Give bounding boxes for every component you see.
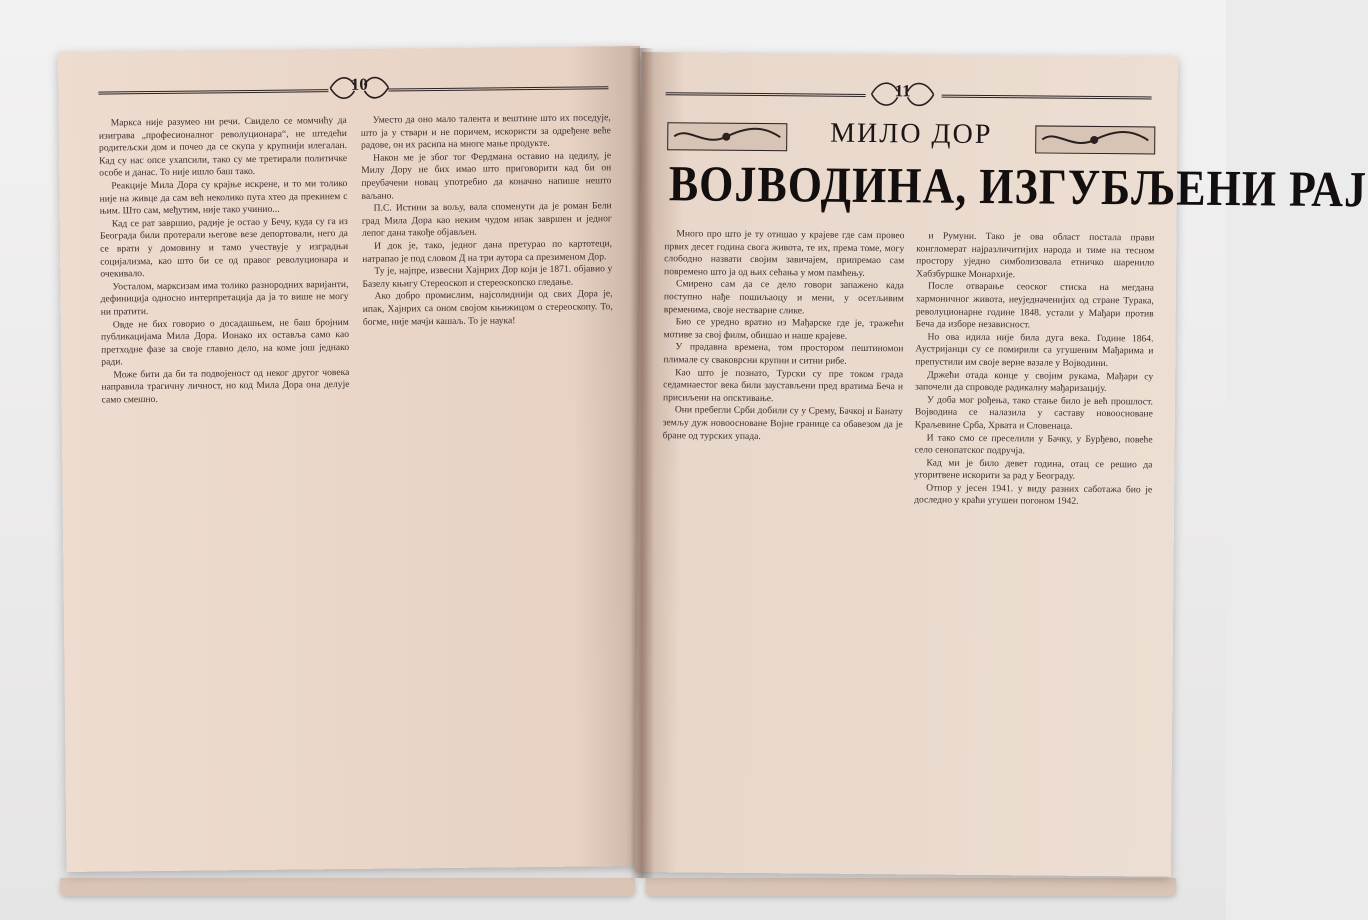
scroll-ornament-icon <box>668 123 786 150</box>
paragraph: Држећи отада конце у својим рукама, Мађари су започели да спроводе радикалну мађаризацију. <box>915 369 1154 395</box>
paragraph: Маркса није разумео ни речи. Свидело се момчићу да изиграва „професионалног револуционара“, не штедећи родитељски дом и почео да се скупа у крупнији илегалан. Кад су нас опсе ухапсили, тако су ме третирали политичке особе и данас. То није ишло баш тако. <box>98 114 348 179</box>
left-page-edge <box>60 878 635 896</box>
header-rule-right-b <box>942 95 1152 100</box>
text-column-left <box>659 228 904 860</box>
paragraph: Као што је познато, Турски су пре током града седамнаестог века били заустављени пред вратима Беча и присиљени на опсктивање. <box>662 366 904 404</box>
paragraph: и Румуни. Тако је ова област постала прави конгломерат најразличитијих народа и тиме на тесном простору уједно симболизовала етничко шаренило Хабзбуршке Монархије. <box>916 230 1155 281</box>
paragraph: Ту је, најпре, извесни Хајнрих Дор који је 1871. објавио у Базелу књигу Стереоскоп и стереоскопско гледање. <box>362 263 613 290</box>
title-ornament-right <box>1035 125 1155 154</box>
paragraph: И док је, тако, једног дана претурао по картотеци, натрапао је под словом Д на три аутора са презименом Дор. <box>362 238 613 265</box>
page-number: 10 <box>350 74 368 94</box>
paragraph: Они пребегли Срби добили су у Срему, Бачкој и Банату земљу дуж новоосноване Војне границе са обавезом да је бране од турских упада. <box>662 404 903 442</box>
paragraph: Кад ми је било девет година, отац се решио да угоритвене искорити за рад у Београду. <box>914 457 1153 483</box>
scroll-ornament-icon <box>1036 126 1154 153</box>
open-magazine <box>52 52 1368 882</box>
binding-gutter <box>630 48 654 878</box>
paragraph: Уместо да оно мало талента и вештине што их поседује, што ја у ствари и не поричем, искористи за одређене веће радове, он их расипа на многе мање продукте. <box>360 112 611 152</box>
paragraph: Након ме је због тог Фердмана оставио на цедилу, је Милу Дору не бих имао што приговорити кад би он преубачени новац употребио да коначно напише нешто ваљано. <box>361 149 612 202</box>
title-ornament-left <box>667 122 787 151</box>
paragraph: Био се уредно вратио из Мађарске где је, тражећи мотиве за свој филм, обишао и наше крајеве. <box>663 316 904 342</box>
left-page <box>58 46 649 872</box>
paragraph: Отпор у јесен 1941. у виду разних саботажа био је доследно у краћи угушен погоном 1942. <box>914 482 1153 508</box>
header-rule-left-b <box>388 86 608 91</box>
paragraph: Овде не бих говорио о досадашњем, не баш бројним публикацијама Мила Дора. Ионако их оставља само као претходне фазе за своје главно дело, на коме још једнако ради. <box>100 316 350 368</box>
paragraph: Кад се рат завршио, радије је остао у Бечу, куда су га из Београда били протерали његове везе депортовали, него да се врати у домовину и тамо учествује у изградњи социјализма, као што би се од правог револуционара и очекивало. <box>99 215 349 280</box>
paragraph: Реакције Мила Дора су крајње искрене, и то ми толико није на живце да сам већ неколико пута хтео да прекинем с њим. Што сам, међутим, није тако учинио... <box>99 177 348 217</box>
paragraph: У прадавна времена, том простором пештиномон плимале су сваковрсни крупни и ситни рибе. <box>663 341 904 367</box>
text-column-left <box>99 115 355 858</box>
paragraph: Смирено сам да се дело говори запажено када поступно нађе пошиљаоцу и мени, у осетљивим временима, своје нестварне слике. <box>663 278 905 316</box>
right-page <box>635 52 1368 877</box>
paragraph: После отварање сеоског стиска на мегдана хармоничног живота, неуједначенијих од стране Турака, револуционарне године 1848. устали у Мађари против Беча да изборе независност. <box>915 280 1155 331</box>
header-rule-left-a <box>98 89 328 94</box>
header-rule-right-a <box>666 92 866 97</box>
paragraph: Може бити да би та подвојеност од неког другог човека направила трагичну личност, но код Мила Дора она делује само смешно. <box>101 366 350 406</box>
paragraph: П.С. Истини за вољу, вала споменути да је роман Бели град Мила Дора као неким чудом ипак завршен и једног лепог дана такође објављен. <box>361 200 612 240</box>
paragraph: Много про што је ту отишао у крајеве где сам провео првих десет година свога живота, те их, према томе, могу слободно назвати својим завичајем, припремао сам повремено што ја од њих сећања у мом памћењу. <box>664 228 905 279</box>
right-page-edge <box>646 878 1176 896</box>
paragraph: Уосталом, марксизам има толико разнородних варијанти, дефиниција односно интерпретација да ја то више не могу ни пратити. <box>100 278 349 318</box>
article-author: МИЛО ДОР <box>830 117 993 151</box>
page-number: 11 <box>894 81 911 101</box>
paragraph: Ако добро промислим, најсолиднији од свих Дора је, ипак, Хајнрих са оном својом књижицом о стереоскопу. То, богме, није мачји кашаљ. То је наука! <box>362 288 613 328</box>
text-column-right <box>911 230 1154 862</box>
paragraph: И тако смо се преселили у Бачку, у Бурђево, повеће село сенопатског подручја. <box>914 431 1153 457</box>
article-title: ВОЈВОДИНА, ИЗГУБЉЕНИ РАЈ <box>668 155 1368 218</box>
paragraph: Но ова идила није била дуга века. Године 1864. Аустријанци су се помирили са угушеним Мађарима и препустили им своје верне вазале у Војводини. <box>915 331 1154 370</box>
paragraph: У доба мог рођења, тако стање било је већ прошлост. Војводина се налазила у саставу новоосноване Краљевине Срба, Хрвата и Словенаца. <box>914 394 1154 432</box>
text-column-right <box>361 112 619 855</box>
